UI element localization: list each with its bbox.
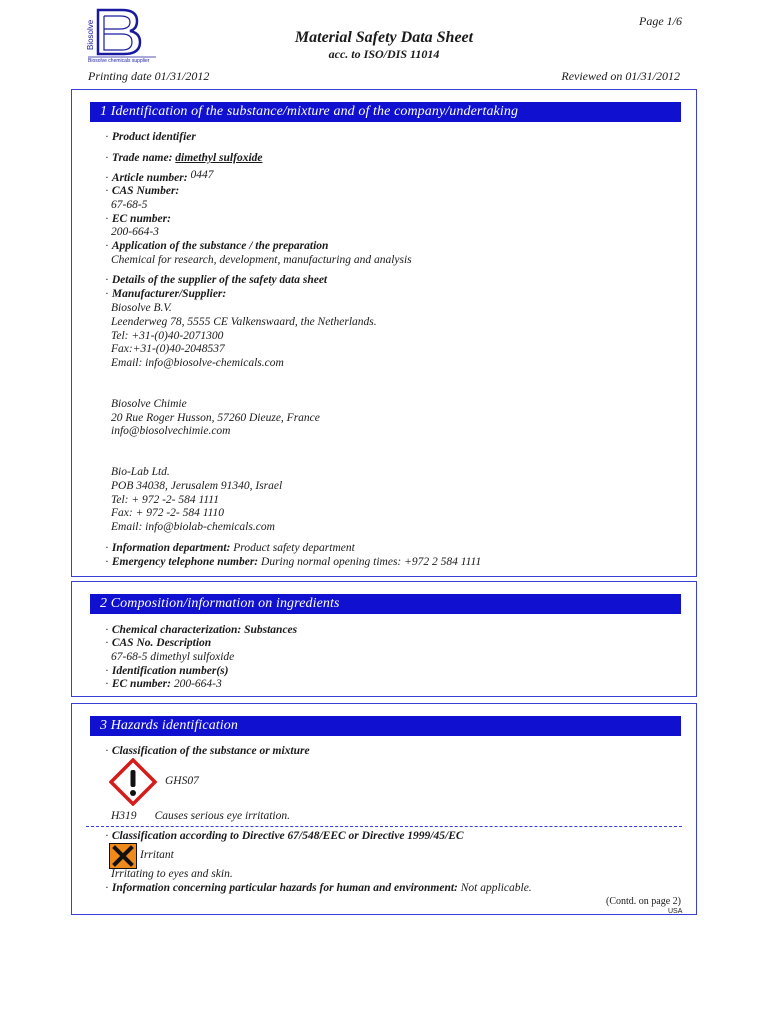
trade-name: · Trade name: dimethyl sulfoxide [105,152,263,164]
reviewed-date: Reviewed on 01/31/2012 [561,69,680,83]
manufacturer-3-line: Fax: + 972 -2- 584 1110 [111,507,225,519]
manufacturer-1-email: Email: info@biosolve-chemicals.com [111,357,284,369]
classification-label: · Classification of the substance or mixture [105,745,310,757]
manufacturer-2-line: 20 Rue Roger Husson, 57260 Dieuze, France [111,412,320,424]
page-number: Page 1/6 [639,14,682,28]
hazard-statement: H319 Causes serious eye irritation. [111,810,291,822]
cas-number-value: 67-68-5 [111,199,148,211]
information-department: · Information department: Product safety department [105,542,355,554]
cas-line: 67-68-5 dimethyl sulfoxide [111,651,235,663]
section-3-title: 3 Hazards identification [90,716,681,736]
irritant-x-icon [109,843,137,869]
region-label: USA [668,908,683,915]
ec-number-value: 200-664-3 [111,226,159,238]
section-identification [71,89,697,577]
manufacturer-2-line: Biosolve Chimie [111,398,187,410]
irritating-text: Irritating to eyes and skin. [111,868,233,880]
section-2-title: 2 Composition/information on ingredients [90,594,681,614]
application-value: Chemical for research, development, manufacturing and analysis [111,254,412,266]
manufacturer-3-line: Bio-Lab Ltd. [111,466,170,478]
ghs-code: GHS07 [165,775,199,787]
dashed-divider [86,826,682,827]
product-identifier: · Product identifier [105,131,196,143]
manufacturer-1-line: Fax:+31-(0)40-2048537 [111,343,225,355]
printing-date: Printing date 01/31/2012 [88,69,210,83]
manufacturer-2-email: info@biosolvechimie.com [111,425,231,437]
logo-tagline: Biosolve chemicals supplier [88,58,150,64]
manufacturer-1-line: Leenderweg 78, 5555 CE Valkenswaard, the Netherlands. [111,316,377,328]
section-hazards [71,703,697,915]
ec-number: · EC number: 200-664-3 [105,678,222,690]
exclamation-hazard-icon [109,758,157,806]
irritant-label: Irritant [140,849,174,861]
svg-text:Biosolve: Biosolve [86,19,95,50]
manufacturer-label: · Manufacturer/Supplier: [105,288,227,300]
trade-name-value: dimethyl sulfoxide [175,152,263,164]
section-composition [71,581,697,697]
document-title: Material Safety Data Sheet [294,29,474,46]
particular-hazards: · Information concerning particular hazards for human and environment: Not applicable. [105,882,532,894]
ec-number-label: · EC number: [105,213,171,225]
manufacturer-3-line: Tel: + 972 -2- 584 1111 [111,494,219,506]
directive-classification: · Classification according to Directive 67/548/EEC or Directive 1999/45/EC [105,830,464,842]
manufacturer-3-email: Email: info@biolab-chemicals.com [111,521,275,533]
continued-note: (Contd. on page 2) [606,896,681,907]
manufacturer-1-line: Tel: +31-(0)40-2071300 [111,330,224,342]
emergency-telephone: · Emergency telephone number: During normal opening times: +972 2 584 1111 [105,556,482,568]
cas-description: · CAS No. Description [105,637,212,649]
article-number: · Article number: 0447 [105,169,214,184]
manufacturer-1-line: Biosolve B.V. [111,302,172,314]
cas-number-label: · CAS Number: [105,185,180,197]
document-subtitle: acc. to ISO/DIS 11014 [328,47,440,61]
application-label: · Application of the substance / the preparation [105,240,329,252]
identification-numbers: · Identification number(s) [105,665,229,677]
supplier-details: · Details of the supplier of the safety data sheet [105,274,328,286]
manufacturer-3-line: POB 34038, Jerusalem 91340, Israel [111,480,283,492]
section-1-title: 1 Identification of the substance/mixture and of the company/undertaking [90,102,681,122]
chemical-characterization: · Chemical characterization: Substances [105,624,298,636]
